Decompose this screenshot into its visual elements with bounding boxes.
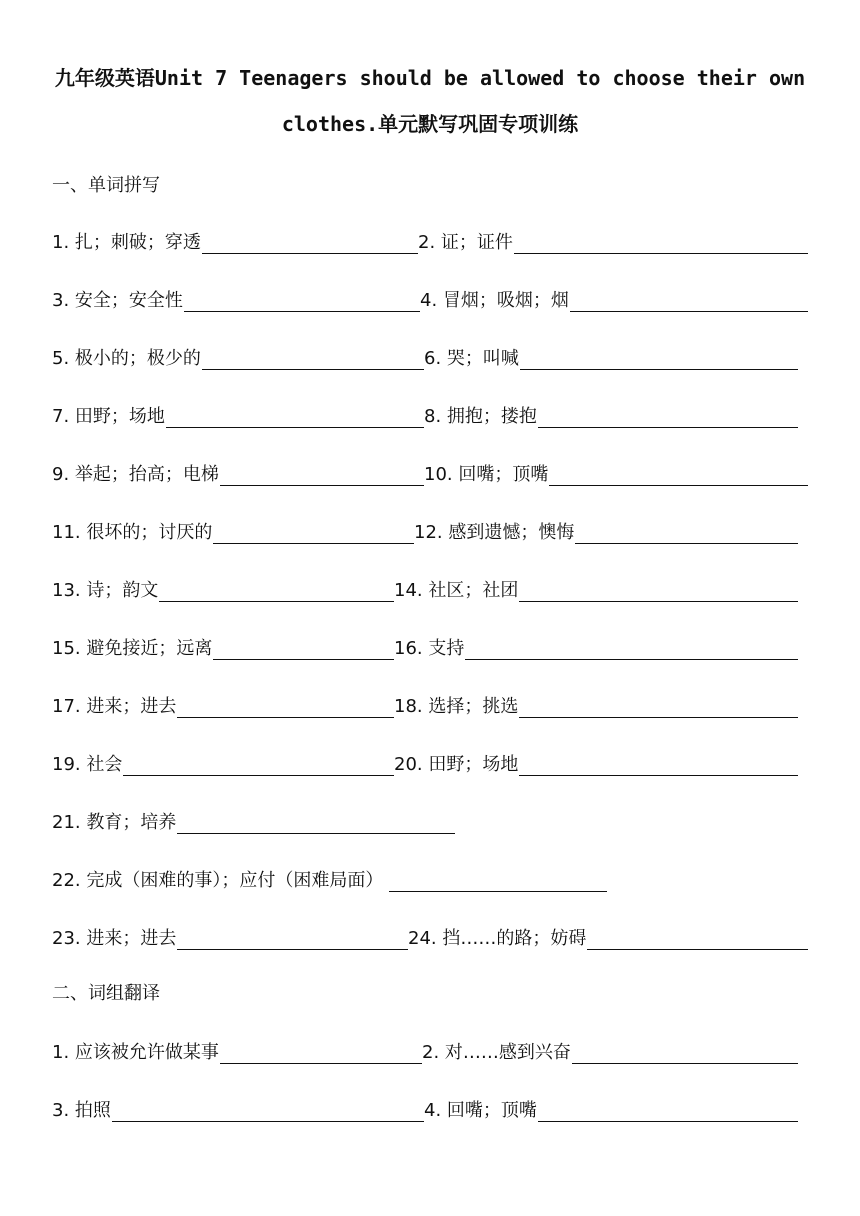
exercise-row xyxy=(52,342,812,370)
exercise-item xyxy=(52,748,394,776)
exercise-row xyxy=(52,922,812,950)
item-label: 2. 证；证件 xyxy=(418,232,513,253)
answer-blank[interactable] xyxy=(123,753,394,776)
answer-blank[interactable] xyxy=(538,405,798,428)
exercise-item xyxy=(414,516,798,544)
answer-blank[interactable] xyxy=(570,289,808,312)
exercise-row xyxy=(52,748,812,776)
exercise-item xyxy=(422,1036,798,1064)
exercise-item xyxy=(52,400,424,428)
item-label: 12. 感到遗憾；懊悔 xyxy=(414,522,575,543)
exercise-row xyxy=(52,806,812,834)
exercise-item xyxy=(394,748,798,776)
exercise-item xyxy=(424,342,798,370)
item-label: 6. 哭；叫喊 xyxy=(424,348,519,369)
exercise-item xyxy=(52,806,455,834)
exercise-item xyxy=(52,574,394,602)
answer-blank[interactable] xyxy=(538,1099,798,1122)
answer-blank[interactable] xyxy=(213,521,414,544)
exercise-row xyxy=(52,690,812,718)
answer-blank[interactable] xyxy=(159,579,394,602)
item-label: 17. 进来；进去 xyxy=(52,696,177,717)
answer-blank[interactable] xyxy=(220,1041,422,1064)
item-label: 10. 回嘴；顶嘴 xyxy=(424,464,549,485)
exercise-row xyxy=(52,864,812,892)
exercise-item xyxy=(52,1036,422,1064)
item-label: 8. 拥抱；搂抱 xyxy=(424,406,537,427)
exercise-row xyxy=(52,458,812,486)
exercise-row xyxy=(52,400,812,428)
answer-blank[interactable] xyxy=(184,289,420,312)
item-label: 15. 避免接近；远离 xyxy=(52,638,213,659)
item-label: 3. 安全；安全性 xyxy=(52,290,183,311)
item-label: 13. 诗；韵文 xyxy=(52,580,159,601)
exercise-row xyxy=(52,1094,812,1122)
item-label: 20. 田野；场地 xyxy=(394,754,519,775)
item-label: 19. 社会 xyxy=(52,754,123,775)
answer-blank[interactable] xyxy=(202,231,418,254)
exercise-item xyxy=(52,1094,424,1122)
exercise-item xyxy=(52,226,418,254)
item-label: 2. 对……感到兴奋 xyxy=(422,1042,571,1063)
exercise-row xyxy=(52,226,812,254)
answer-blank[interactable] xyxy=(587,927,808,950)
exercise-item xyxy=(394,574,798,602)
exercise-item xyxy=(424,1094,798,1122)
answer-blank[interactable] xyxy=(213,637,394,660)
exercise-item xyxy=(52,922,408,950)
answer-blank[interactable] xyxy=(177,927,408,950)
exercise-item xyxy=(52,458,424,486)
exercise-item xyxy=(52,690,394,718)
exercise-item xyxy=(424,400,798,428)
answer-blank[interactable] xyxy=(177,811,455,834)
answer-blank[interactable] xyxy=(514,231,808,254)
item-label: 16. 支持 xyxy=(394,638,465,659)
exercise-item xyxy=(394,632,798,660)
item-label: 4. 冒烟；吸烟；烟 xyxy=(420,290,569,311)
item-label: 9. 举起；抬高；电梯 xyxy=(52,464,219,485)
exercise-item xyxy=(52,342,424,370)
answer-blank[interactable] xyxy=(575,521,798,544)
answer-blank[interactable] xyxy=(202,347,424,370)
section-heading-word-spelling: 一、单词拼写 xyxy=(52,175,160,196)
answer-blank[interactable] xyxy=(177,695,394,718)
item-label: 3. 拍照 xyxy=(52,1100,111,1121)
page-title-line-2: clothes.单元默写巩固专项训练 xyxy=(281,112,579,136)
item-label: 21. 教育；培养 xyxy=(52,812,177,833)
exercise-row xyxy=(52,632,812,660)
exercise-item xyxy=(52,632,394,660)
answer-blank[interactable] xyxy=(519,753,798,776)
exercise-item xyxy=(420,284,808,312)
answer-blank[interactable] xyxy=(572,1041,798,1064)
exercise-row xyxy=(52,284,812,312)
exercise-item xyxy=(52,284,420,312)
exercise-item xyxy=(424,458,808,486)
answer-blank[interactable] xyxy=(220,463,424,486)
answer-blank[interactable] xyxy=(112,1099,424,1122)
exercise-item xyxy=(408,922,808,950)
answer-blank[interactable] xyxy=(549,463,808,486)
item-label: 7. 田野；场地 xyxy=(52,406,165,427)
item-label: 1. 扎；刺破；穿透 xyxy=(52,232,201,253)
item-label: 1. 应该被允许做某事 xyxy=(52,1042,219,1063)
page-title-line-1: 九年级英语Unit 7 Teenagers should be allowed to choose their own xyxy=(54,66,806,90)
item-label: 11. 很坏的；讨厌的 xyxy=(52,522,213,543)
answer-blank[interactable] xyxy=(389,869,607,892)
exercise-row xyxy=(52,516,812,544)
item-label: 22. 完成（困难的事）；应付（困难局面） xyxy=(52,870,384,891)
answer-blank[interactable] xyxy=(519,579,798,602)
item-label: 24. 挡……的路；妨碍 xyxy=(408,928,587,949)
item-label: 18. 选择；挑选 xyxy=(394,696,519,717)
exercise-item xyxy=(418,226,808,254)
item-label: 4. 回嘴；顶嘴 xyxy=(424,1100,537,1121)
item-label: 23. 进来；进去 xyxy=(52,928,177,949)
exercise-row xyxy=(52,574,812,602)
exercise-row xyxy=(52,1036,812,1064)
answer-blank[interactable] xyxy=(465,637,798,660)
item-label: 5. 极小的；极少的 xyxy=(52,348,201,369)
section-heading-phrase-translation: 二、词组翻译 xyxy=(52,983,160,1004)
exercise-item xyxy=(52,516,414,544)
answer-blank[interactable] xyxy=(166,405,424,428)
answer-blank[interactable] xyxy=(520,347,798,370)
exercise-item xyxy=(394,690,798,718)
answer-blank[interactable] xyxy=(519,695,798,718)
item-label: 14. 社区；社团 xyxy=(394,580,519,601)
exercise-item xyxy=(52,864,607,892)
